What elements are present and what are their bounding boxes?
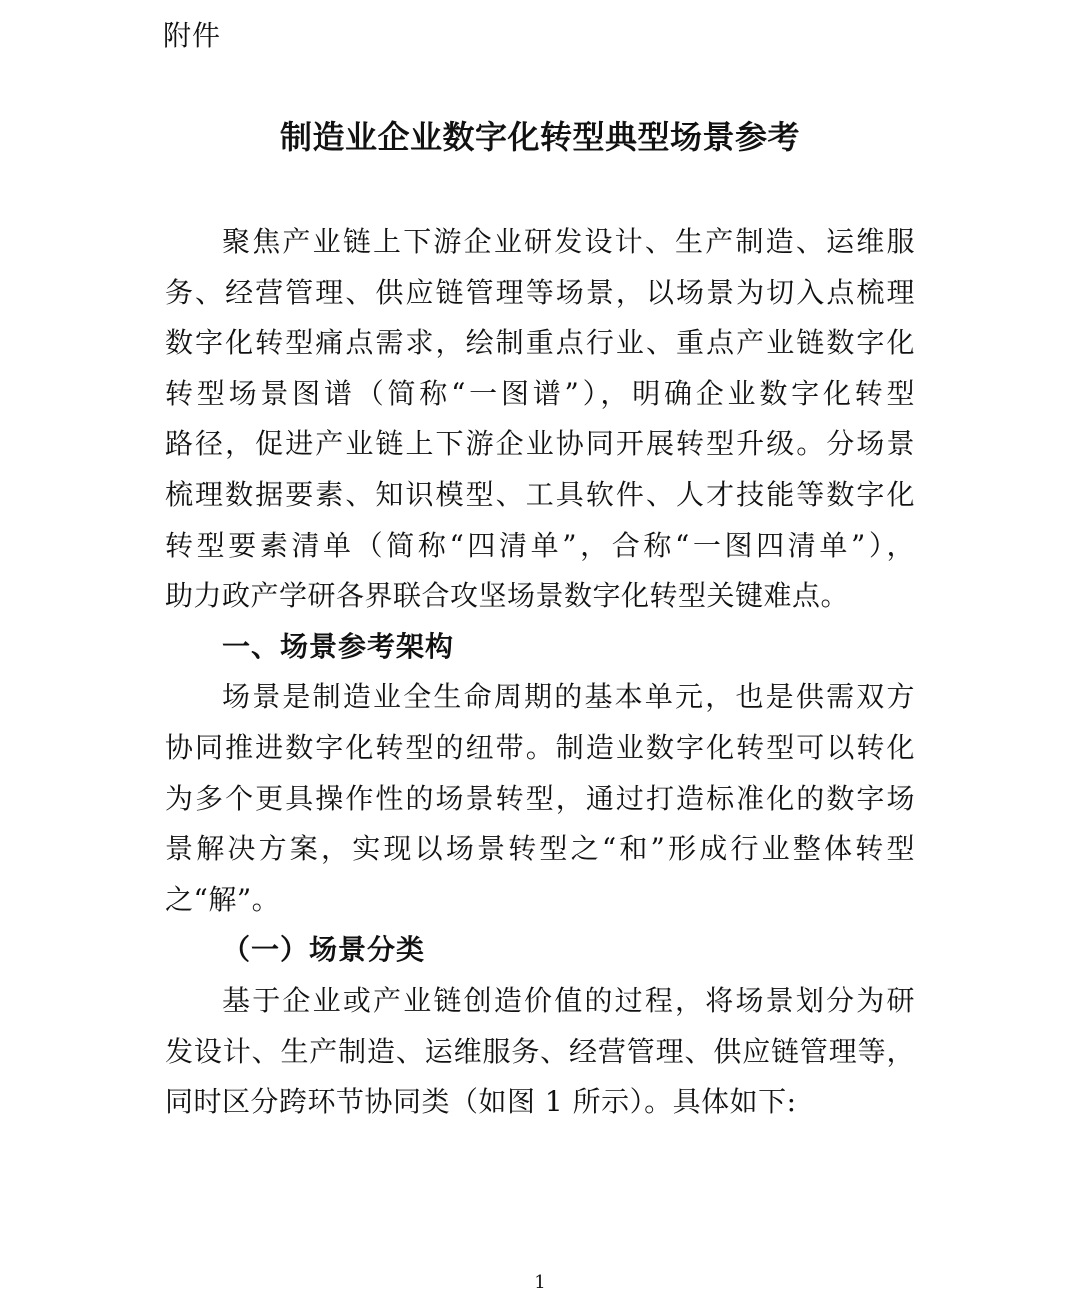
paragraph-line: 场景是制造业全生命周期的基本单元，也是供需双方 [222,680,915,714]
paragraph-line: 协同推进数字化转型的纽带。制造业数字化转型可以转化 [165,730,915,764]
page-number: 1 [534,1272,546,1293]
paragraph-line: 路径，促进产业链上下游企业协同开展转型升级。分场景 [165,427,915,461]
paragraph-line: 梳理数据要素、知识模型、工具软件、人才技能等数字化 [165,477,915,511]
paragraph-line: 务、经营管理、供应链管理等场景，以场景为切入点梳理 [165,275,915,309]
architecture-paragraph [165,672,915,925]
paragraph-line: 转型场景图谱（简称“一图谱”），明确企业数字化转型 [165,376,915,410]
paragraph-line: 景解决方案，实现以场景转型之“和”形成行业整体转型 [165,832,915,866]
section-heading: 一、场景参考架构 [222,629,455,663]
intro-paragraph [165,217,915,622]
attachment-label: 附件 [163,19,222,52]
document-title: 制造业企业数字化转型典型场景参考 [279,118,800,156]
subsection-heading: （一）场景分类 [222,933,426,967]
paragraph-line: 转型要素清单（简称“四清单”，合称“一图四清单”）， [165,528,915,562]
paragraph-line: 数字化转型痛点需求，绘制重点行业、重点产业链数字化 [165,326,915,360]
paragraph-line: 为多个更具操作性的场景转型，通过打造标准化的数字场 [165,781,915,815]
paragraph-line: 助力政产学研各界联合攻坚场景数字化转型关键难点。 [165,579,850,613]
document-body [165,217,915,1128]
paragraph-line: 基于企业或产业链创造价值的过程，将场景划分为研 [222,983,915,1017]
paragraph-line: 之“解”。 [165,882,281,916]
paragraph-line: 聚焦产业链上下游企业研发设计、生产制造、运维服 [222,225,915,258]
classification-paragraph [165,976,915,1128]
paragraph-line: 同时区分跨环节协同类（如图 1 所示）。具体如下: [165,1085,797,1119]
paragraph-line: 发设计、生产制造、运维服务、经营管理、供应链管理等， [165,1034,915,1068]
